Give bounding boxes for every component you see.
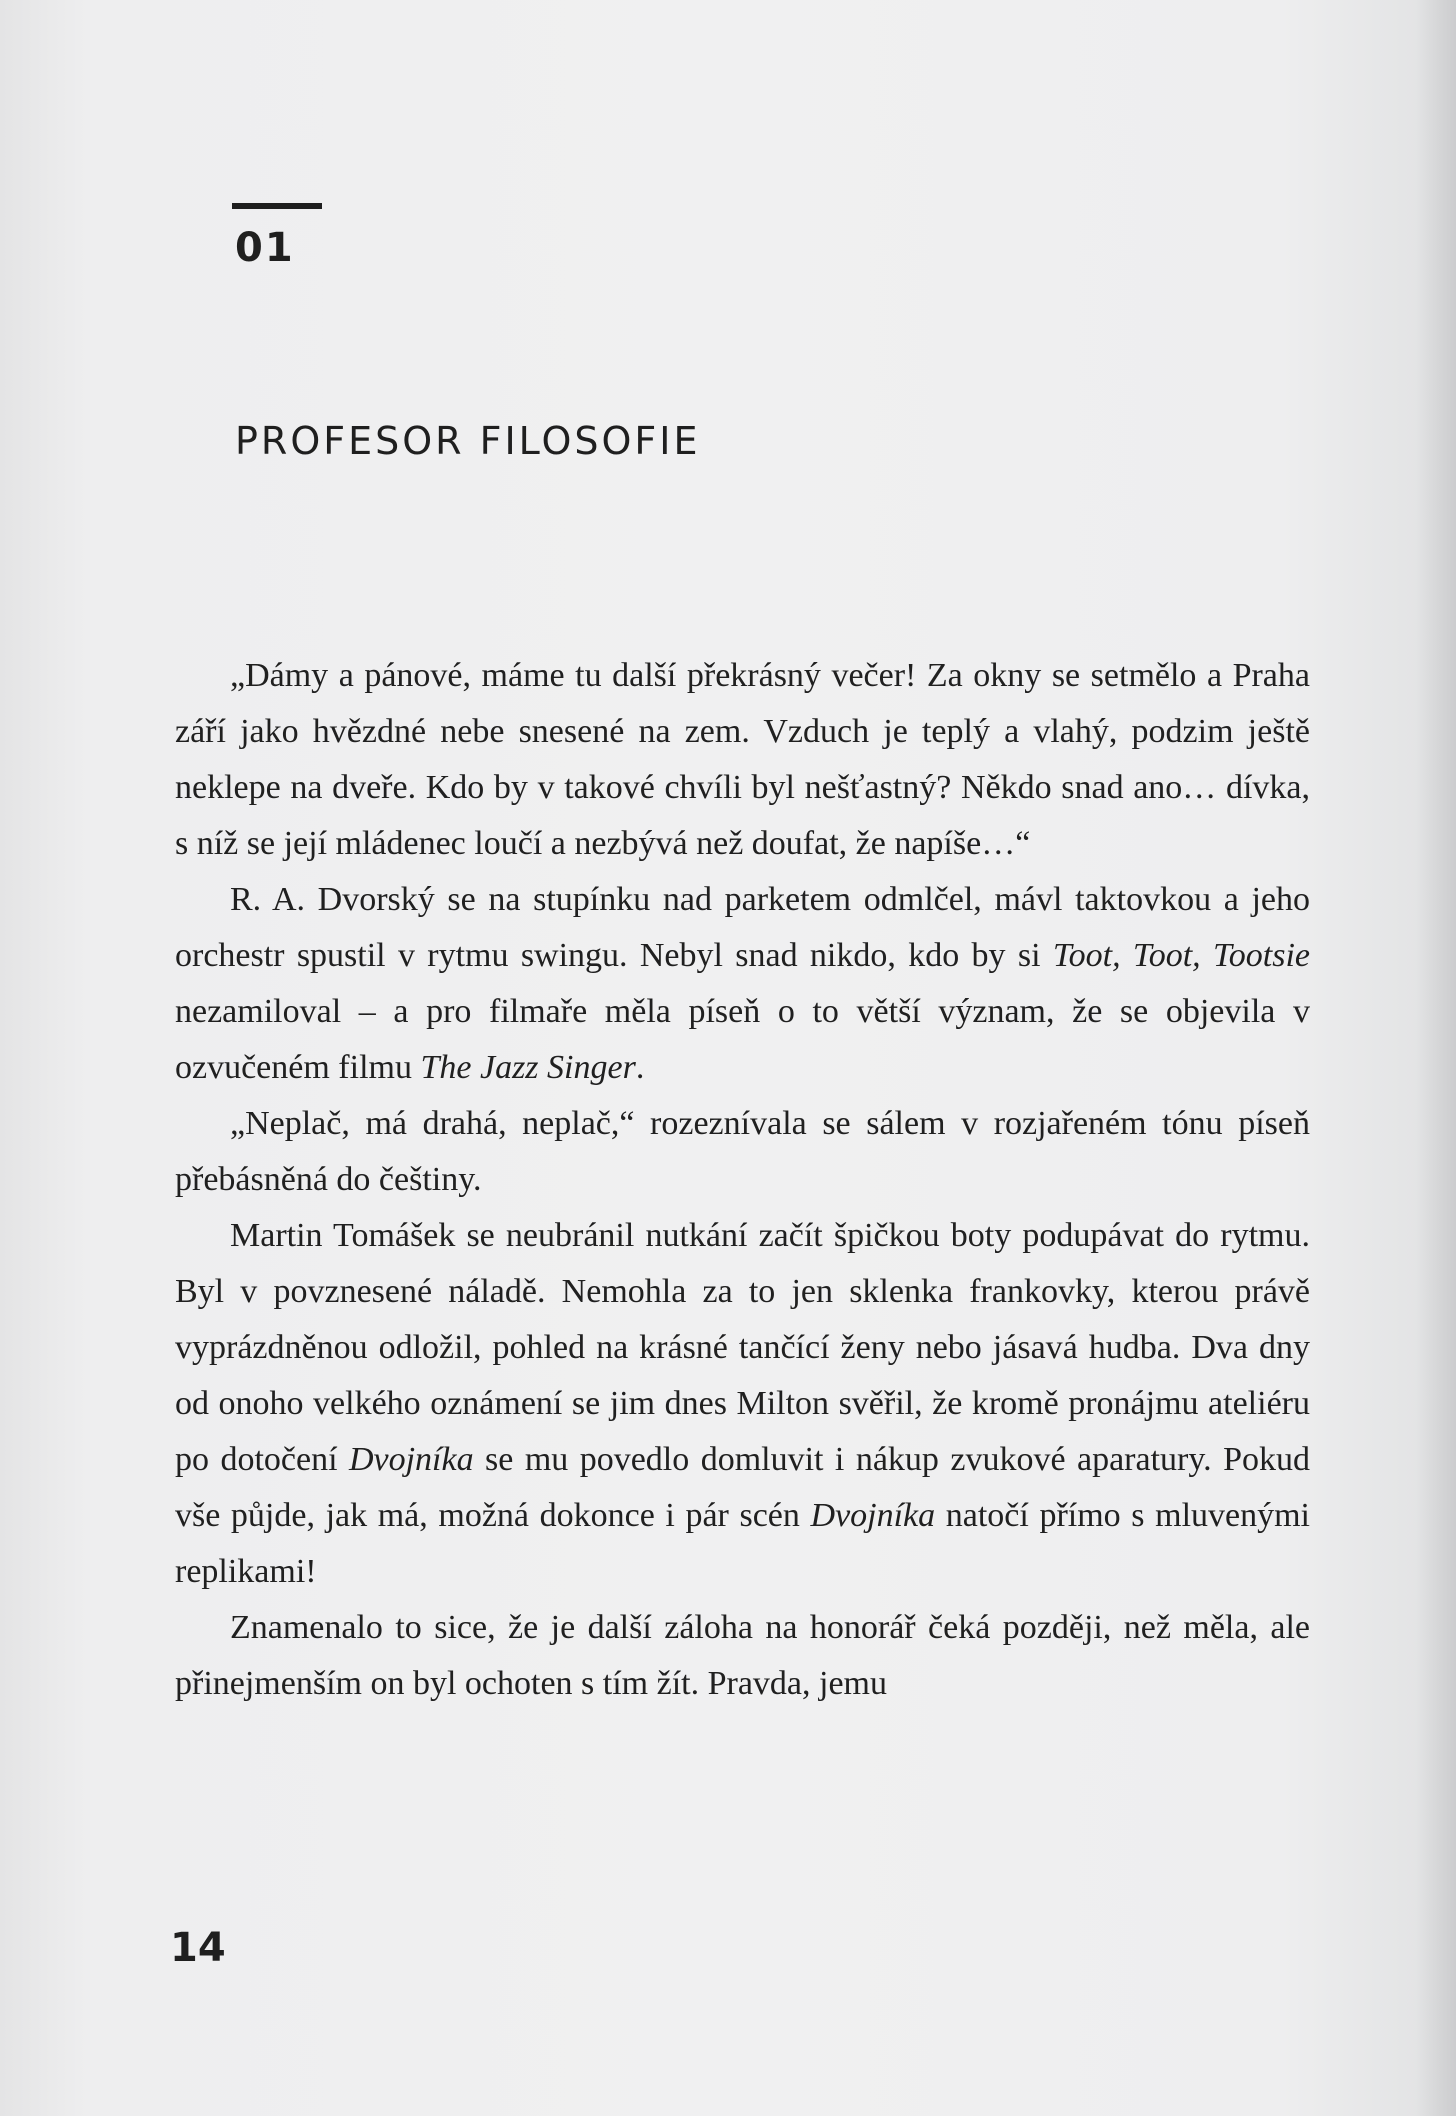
body-text [175, 648, 1310, 1712]
page-number: 14 [170, 1925, 226, 1971]
italic-title: Dvojníka [348, 1441, 474, 1478]
text-run: natočí přímo s mluvenými replikami! [175, 1497, 1310, 1590]
paragraph [175, 872, 1310, 1096]
text-run: „Neplač, má drahá, neplač,“ rozeznívala se sálem v rozjařeném tónu píseň přebásněná do češtiny. [175, 1105, 1310, 1198]
text-run: se mu povedlo domluvit i nákup zvukové aparatury. Pokud vše půjde, jak má, možná dokonce i pár scén [175, 1441, 1310, 1534]
italic-title: Toot, Toot, Tootsie [1052, 937, 1310, 974]
italic-title: Dvojníka [810, 1497, 936, 1534]
text-run: R. A. Dvorský se na stupínku nad parketem odmlčel, mávl taktovkou a jeho orchestr spustil v rytmu swingu. Nebyl snad nikdo, kdo by si [175, 881, 1310, 974]
paragraph [175, 1096, 1310, 1208]
text-run: . [635, 1049, 645, 1086]
text-run: Martin Tomášek se neubránil nutkání začít špičkou boty podupávat do rytmu. Byl v povznesené náladě. Nemohla za to jen sklenka frankovky, kterou právě vyprázdněnou odložil, pohled na krásné tančící ženy nebo jásavá hudba. Dva dny od onoho velkého oznámení se jim dnes Milton svěřil, že kromě pronájmu ateliéru po dotočení [175, 1217, 1310, 1478]
text-run: Znamenalo to sice, že je další záloha na honorář čeká později, než měla, ale přinejmenším on byl ochoten s tím žít. Pravda, jemu [175, 1609, 1310, 1702]
chapter-title: PROFESOR FILOSOFIE [235, 419, 701, 463]
text-run: „Dámy a pánové, máme tu další překrásný večer! Za okny se setmělo a Praha září jako hvězdné nebe snesené na zem. Vzduch je teplý a vlahý, podzim ještě neklepe na dveře. Kdo by v takové chvíli byl nešťastný? Někdo snad ano… dívka, s níž se její mládenec loučí a nezbývá než doufat, že napíše…“ [175, 657, 1310, 862]
paragraph [175, 1208, 1310, 1600]
paragraph [175, 648, 1310, 872]
text-run: nezamiloval – a pro filmaře měla píseň o to větší význam, že se objevila v ozvučeném filmu [175, 993, 1310, 1086]
chapter-rule [232, 203, 322, 209]
paragraph [175, 1600, 1310, 1712]
chapter-number: 01 [235, 225, 295, 271]
italic-title: The Jazz Singer [420, 1049, 636, 1086]
